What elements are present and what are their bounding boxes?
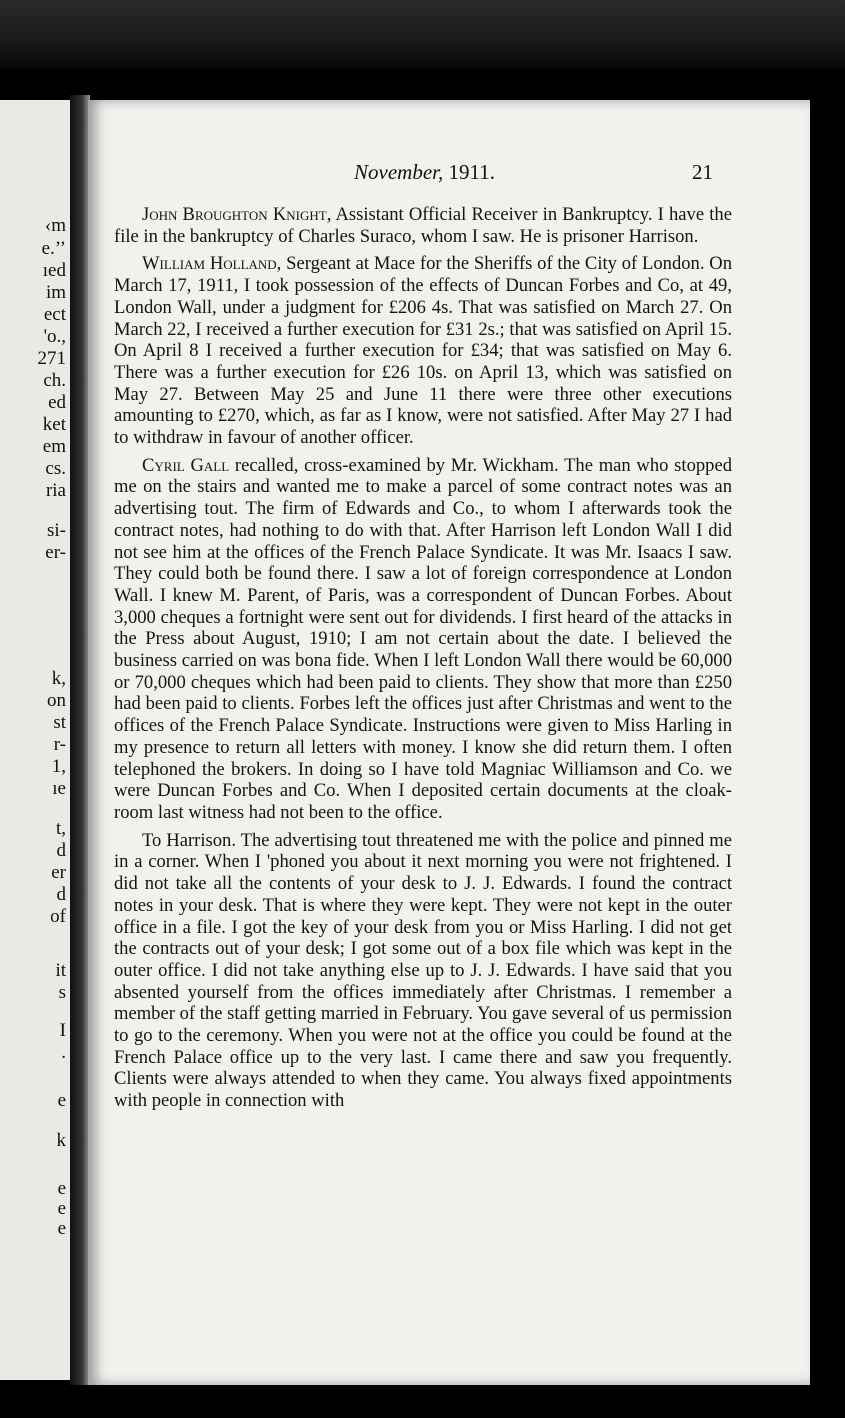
adjacent-page-fragment: cs. xyxy=(45,458,66,479)
adjacent-page-fragment: s xyxy=(58,982,66,1003)
adjacent-page-fragment: 'o., xyxy=(43,326,66,347)
paragraph-gall xyxy=(114,455,732,824)
adjacent-page-fragment: . xyxy=(61,1042,66,1063)
adjacent-page-fragment: ‹m xyxy=(44,215,66,236)
paragraph-text: recalled, cross-examined by Mr. Wickham. The man who stopped me on the stairs and wanted me to make a parcel of some contract notes was an advertising tout. The firm of Edwards and Co., to whom I afterwards took the contract notes, had nothing to do with that. After Harrison left London Wall I did not see him at the offices of the French Palace Syndicate. It was Mr. Isaacs I saw. They could both be found there. I saw a lot of foreign correspondence at London Wall. I knew M. Parent, of Paris, was a correspondent of Duncan Forbes. About 3,000 cheques a fortnight were sent out for dividends. I first heard of the attacks in the Press about August, 1910; I am not certain about the date. I believed the business carried on was bona fide. When I left London Wall there would be 60,000 or 70,000 cheques which had been paid to clients. They show that more than £250 had been paid to clients. Forbes left the offices just after Christmas and went to the offices of the French Palace Syndicate. Instructions were given to Miss Harling in my presence to return all letters with money. I know she did return them. I often telephoned the brokers. In doing so I have told Magniac Williamson and Co. we were Duncan Forbes and Co. When I deposited certain documents at the cloak-room last witness had not been to the office. xyxy=(114,454,733,823)
paragraph-to-harrison xyxy=(114,830,732,1112)
adjacent-page-fragment: ect xyxy=(43,304,66,325)
adjacent-page-fragment: e xyxy=(57,1090,66,1111)
adjacent-page-fragment: st xyxy=(53,712,66,733)
paragraph-knight xyxy=(114,204,732,247)
adjacent-page-fragment: ch. xyxy=(43,370,66,391)
adjacent-page-fragment: e xyxy=(57,1218,66,1239)
adjacent-page-fragment: ria xyxy=(45,480,66,501)
running-title-month: November, xyxy=(354,160,444,184)
paragraph-text: To Harrison. The advertising tout threatened me with the police and pinned me in a corner. When I 'phoned you about it next morning you were not frightened. I did not take all the contents of your desk to J. J. Edwards. I found the contract notes in your desk. That is where they were kept. They were not kept in the outer office in a file. I got the key of your desk from you or Miss Harling. I did not get the contracts out of your desk; I got some out of a box file which was kept in the outer office. I did not take anything else up to J. J. Edwards. I have said that you absented yourself from the offices immediately after Christmas. I remember a member of the staff getting married in February. You gave several of us permission to go to the ceremony. When you were not at the office you could be found at the French Palace office up to the very last. I came there and saw you frequently. Clients were always attended to when they came. You always fixed appointments with people in connection with xyxy=(114,829,732,1112)
adjacent-page-fragment: on xyxy=(47,690,66,711)
adjacent-page-edge xyxy=(0,100,72,1380)
page-header xyxy=(88,160,810,190)
adjacent-page-fragment: I xyxy=(59,1020,66,1041)
paragraph-text: Assistant Official Receiver in Bankruptcy. I have the file in the bankruptcy of Charles Suraco, whom I saw. He is prisoner Harrison. xyxy=(114,204,732,247)
running-title xyxy=(354,160,495,185)
adjacent-page-fragment: d xyxy=(56,884,66,905)
page-number: 21 xyxy=(692,160,713,184)
adjacent-page-fragment: ıe xyxy=(52,778,66,799)
adjacent-page-fragment: er- xyxy=(45,542,66,563)
adjacent-page-fragment: t, xyxy=(55,818,66,839)
adjacent-page-fragment: e xyxy=(57,1198,66,1219)
adjacent-page-fragment: ed xyxy=(48,392,66,413)
adjacent-page-fragment: it xyxy=(55,960,66,981)
adjacent-page-fragment: er xyxy=(51,862,66,883)
paragraph-text: Sergeant at Mace for the Sheriffs of the City of London. On March 17, 1911, I took possession of the effects of Duncan Forbes and Co, at 49, London Wall, under a judgment for £206 4s. That was satisfied on March 27. On March 22, I received a further execution for £31 2s.; that was satisfied on April 15. On April 8 I received a further execution for £34; that was satisfied on May 6. There was a further execution for £26 10s. on April 13, which was satisfied on May 27. Between May 25 and June 11 there were three other executions amounting to £270, which, as far as I know, were not satisfied. After May 27 I had to withdraw in favour of another officer. xyxy=(114,253,733,449)
adjacent-page-fragment: of xyxy=(50,906,66,927)
adjacent-page-fragment: 1, xyxy=(51,756,66,777)
speaker-name: William Holland, xyxy=(142,253,282,275)
adjacent-page-fragment: d xyxy=(56,840,66,861)
running-title-year: 1911. xyxy=(448,160,495,184)
scan-bottom-edge xyxy=(0,1385,845,1418)
speaker-name: John Broughton Knight, xyxy=(142,204,332,225)
body-text xyxy=(114,204,732,1118)
adjacent-page-fragment: e.’’ xyxy=(41,238,66,259)
paragraph-holland xyxy=(114,253,732,448)
adjacent-page-fragment: si- xyxy=(47,520,66,541)
adjacent-page-fragment: e xyxy=(57,1178,66,1199)
adjacent-page-fragment: k, xyxy=(51,668,66,689)
adjacent-page-fragment: em xyxy=(42,436,66,457)
page-gutter xyxy=(70,95,90,1385)
adjacent-page-fragment: 271 xyxy=(37,348,66,369)
adjacent-page-fragment: ıed xyxy=(42,260,66,281)
adjacent-page-fragment: r- xyxy=(53,734,66,755)
speaker-name: Cyril Gall xyxy=(142,454,230,476)
document-page xyxy=(88,100,810,1385)
scan-right-edge xyxy=(810,70,845,1418)
adjacent-page-fragment: k xyxy=(56,1130,66,1151)
adjacent-page-fragment: im xyxy=(45,282,66,303)
adjacent-page-fragment: ket xyxy=(42,414,66,435)
scan-top-edge xyxy=(0,0,845,70)
